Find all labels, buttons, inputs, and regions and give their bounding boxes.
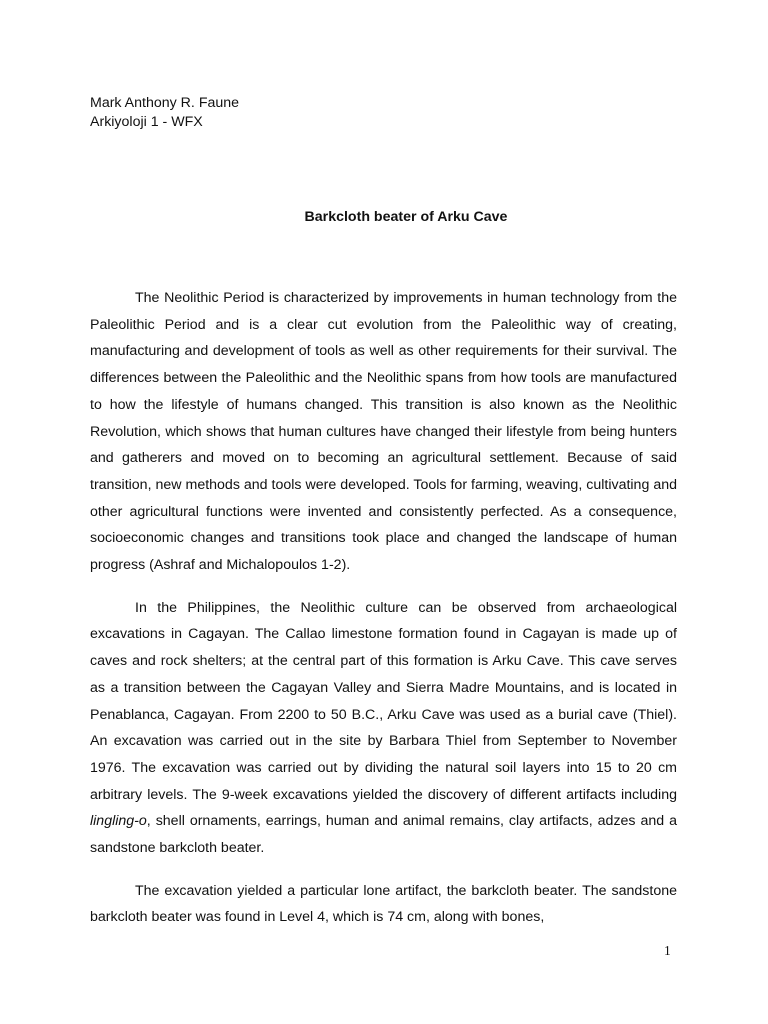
document-header <box>90 94 239 132</box>
paragraph-2 <box>90 595 677 862</box>
document-body <box>90 285 677 947</box>
document-title: Barkcloth beater of Arku Cave <box>304 209 508 225</box>
paragraph-2-text-after: , shell ornaments, earrings, human and animal remains, clay artifacts, adzes and a sandstone barkcloth beater. <box>90 813 677 857</box>
paragraph-1: The Neolithic Period is characterized by improvements in human technology from the Paleolithic Period and is a clear cut evolution from the Paleolithic way of creating, manufacturing and development of tools as well as other requirements for their survival. The differences between the Paleolithic and the Neolithic spans from how tools are manufactured to how the lifestyle of humans changed. This transition is also known as the Neolithic Revolution, which shows that human cultures have changed their lifestyle from being hunters and gatherers and moved on to becoming an agricultural settlement. Because of said transition, new methods and tools were developed. Tools for farming, weaving, cultivating and other agricultural functions were invented and consistently perfected. As a consequence, socioeconomic changes and transitions took place and changed the landscape of human progress (Ashraf and Michalopoulos 1-2). <box>90 290 677 574</box>
paragraph-2-italic-term: lingling-o <box>90 813 147 830</box>
author-name: Mark Anthony R. Faune <box>90 95 240 111</box>
paragraph-3: The excavation yielded a particular lone artifact, the barkcloth beater. The sandstone barkcloth beater was found in Level 4, which is 74 cm, along with bones, <box>90 882 677 926</box>
course-name: Arkiyoloji 1 - WFX <box>90 114 203 130</box>
paragraph-2-text-before: In the Philippines, the Neolithic culture can be observed from archaeological excavations in Cagayan. The Callao limestone formation found in Cagayan is made up of caves and rock shelters; at the central part of this formation is Arku Cave. This cave serves as a transition between the Cagayan Valley and Sierra Madre Mountains, and is located in Penablanca, Cagayan. From 2200 to 50 B.C., Arku Cave was used as a burial cave (Thiel). An excavation was carried out in the site by Barbara Thiel from September to November 1976. The excavation was carried out by dividing the natural soil layers into 15 to 20 cm arbitrary levels. The 9-week excavations yielded the discovery of different artifacts including <box>90 599 677 803</box>
page-number: 1 <box>664 943 671 958</box>
